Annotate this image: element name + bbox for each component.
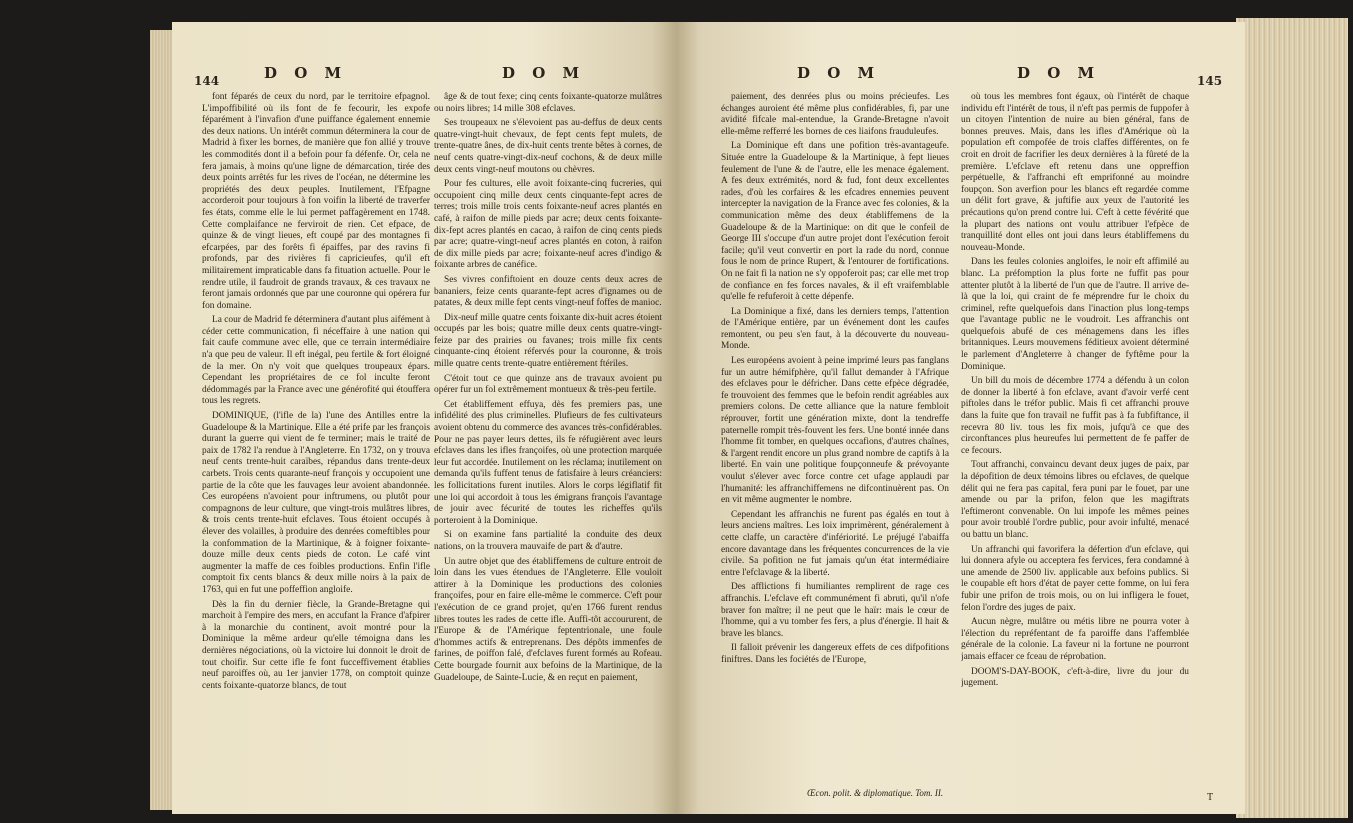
paragraph: âge & de tout fexe; cinq cents foixante-quatorze mulâtres ou noirs libres; 14 mille 308 efclaves. <box>434 92 662 114</box>
page-number-left: 144 <box>194 74 220 88</box>
paragraph: Cet établiffement effuya, dès fes premiers pas, une infidélité des plus criminelles. Plufieurs de fes cultivateurs avoient obtenu du commerce des avances très-confidérables. Pour ne pas payer leurs dettes, ils fe réfugièrent avec leurs efclaves dans les ifles françoifes, où une protection marquée leur fut accordée. Inutilement on les réclama; inutilement on demanda qu'ils fuffent tenus de fatisfaire à leurs créanciers: les follicitations furent inutiles. Alors le corps légiflatif fit une loi qui accordoit à tous les émigrans françois l'avantage de jouir avec fécurité de toutes les richeffes qu'ils porteroient à la Dominique. <box>434 399 662 526</box>
paragraph: Un autre objet que des établiffemens de culture entroit de loin dans les vues étendues de l'Angleterre. Elle vouloit attirer à la Dominique les productions des colonies françoifes, pour en faire elle-même le commerce. C'eft pour l'exécution de ce grand projet, qu'en 1766 furent rendus libres toutes les rades de cette ifle. Auffi-tôt accoururent, de l'Europe & de l'Amérique feptentrionale, une foule d'hommes actifs & entreprenans. Des dépôts immenfes de farines, de poiffon falé, d'efclaves furent formés au Rofeau. Cette bourgade fournit aux befoins de la Martinique, de la Guadeloupe, de Sainte-Lucie, & en reçut en paiement, <box>434 556 662 683</box>
paragraph: Il falloit prévenir les dangereux effets de ces difpofitions finiftres. Dans les fociétés de l'Europe, <box>721 643 949 665</box>
paragraph: Dès la fin du dernier fiècle, la Grande-Bretagne qui marchoit à l'empire des mers, en accufant la France d'afpirer à la monarchie du continent, avoit montré pour la Dominique la même ardeur qu'elle témoigna dans les dernières négociations, où la victoire lui donnoit le droit de tout choifir. Sur cette ifle fe font fucceffivement établies neuf paroiffes où, au 1er janvier 1778, on comptoit quinze cents foixante-quatorze blancs, de tout <box>202 599 430 691</box>
paragraph: DOMINIQUE, (l'ifle de la) l'une des Antilles entre la Guadeloupe & la Martinique. Elle a été prife par les françois durant la guerre qui vient de fe terminer; mais le traité de paix de 1782 l'a rendue à l'Angleterre. En 1732, on y trouva neuf cents trente-huit caraïbes, répandus dans trente-deux carbets. Trois cents quarante-neuf françois y occupoient une partie de la côte que les fauvages leur avoient abandonnée. Ces européens n'avoient pour inftrumens, ou plutôt pour compagnons de leur culture, que vingt-trois mulâtres libres, & trois cents trente-huit efclaves. Tous étoient occupés à élever des volailles, à produire des denrées comeftibles pour la confommation de la Martinique, & à foigner foixante-douze mille deux cents pieds de coton. Le café vint augmenter la maffe de ces foibles productions. Enfin l'ifle comptoit fix cents blancs & deux mille noirs à la paix de 1763, qui en fut une poffeffion angloife. <box>202 411 430 595</box>
paragraph: Des afflictions fi humiliantes remplirent de rage ces affranchis. L'efclave eft communément fi abruti, qu'il n'ofe braver fon maître; il ne peut que le haïr: mais le cœur de l'homme, qui a vu tomber fes fers, a plus d'énergie. Il hait & brave les blancs. <box>721 582 949 639</box>
paragraph: Ses vivres confiftoient en douze cents deux acres de bananiers, feize cents quarante-fept acres d'ignames ou de patates, & deux mille fept cents vingt-neuf foffes de manioc. <box>434 274 662 309</box>
paragraph: paiement, des denrées plus ou moins précieufes. Les échanges auroient été même plus confidérables, fi, par une avidité fifcale mal-entendue, la Grande-Bretagne n'avoit elle-même refferré les bornes de ces liaifons frauduleufes. <box>721 92 949 137</box>
page-number-right: 145 <box>1197 74 1223 88</box>
left-page <box>172 22 677 814</box>
paragraph: Dix-neuf mille quatre cents foixante dix-huit acres étoient occupés par les bois; quatre mille deux cents quatre-vingt-feize par des prairies ou favanes; trois mille fix cents cinquante-cinq étoient réfervés pour la couronne, & trois mille quatre cents trente-quatre entièrement ftériles. <box>434 312 662 370</box>
page-footer-imprint: Œcon. polit. & diplomatique. Tom. II. <box>807 788 944 798</box>
paragraph: où tous les membres font égaux, où l'intérêt de chaque individu eft l'intérêt de tous, il n'eft pas permis de fuppofer à un citoyen l'intention de nuire au bien général, fans de bonnes preuves. Mais, dans les ifles d'Amérique où la population eft compofée de trois claffes différentes, on fe croit en droit de facrifier les deux dernières à la fûreté de la première. L'efclave eft retenu dans une oppreffion perpétuelle, & l'affranchi eft emprifonné au moindre foupçon. Son averfion pour les blancs eft regardée comme un délit fort grave, & juftifie aux yeux de l'autorité les précautions qu'on prend contre lui. C'eft à cette févérité que la plupart des nations ont voulu attribuer l'efpèce de tranquillité dont elles ont joui dans leurs établiffemens du nouveau-Monde. <box>961 92 1189 253</box>
paragraph: Ses troupeaux ne s'élevoient pas au-deffus de deux cents quatre-vingt-huit chevaux, de fept cents fept mulets, de trente-quatre ânes, de dix-huit cents trente bêtes à cornes, de neuf cents quatre-vingt-dix-neuf cochons, & de deux mille deux cents vingt-neuf moutons ou chèvres. <box>434 118 662 175</box>
paragraph: DOOM'S-DAY-BOOK, c'eft-à-dire, livre du jour du jugement. <box>961 666 1189 689</box>
left-book-edge <box>150 30 174 810</box>
left-page-column-1 <box>202 92 430 814</box>
paragraph: La cour de Madrid fe déterminera d'autant plus aifément à céder cette communication, fi néceffaire à une nation qui fait caufe commune avec elle, que ce terrain intermédiaire n'a que peu de valeur. Il eft inégal, peu fertile & fort éloigné de la mer. On n'y voit que quelques troupeaux épars. Cependant les propriétaires de ce fol inculte feront dédommagés par la France avec une générofité qui étouffera tous les regrets. <box>202 315 430 407</box>
right-page <box>677 22 1245 814</box>
right-page-column-1 <box>721 92 949 782</box>
paragraph: Les européens avoient à peine imprimé leurs pas fanglans fur un autre hémifphère, qu'il fallut demander à l'Afrique des efclaves pour le défricher. Dans cette efpèce dégradée, fe trouvoient des femmes que le befoin rendit agréables aux premiers colons. De cette alliance que la nature fembloit réprouver, fortit une génération mixte, dont la tendreffe paternelle rompit très-fouvent les fers. Une bonté innée dans l'homme fit tomber, en quelques occafions, d'autres chaînes, & l'argent rendit encore un plus grand nombre de captifs à la liberté. En vain une politique foupçonneufe & prévoyante voulut s'élever avec force contre cet ufage applaudi par l'humanité: les affranchiffemens ne difcontinuèrent pas. On en vit même augmenter le nombre. <box>721 356 949 506</box>
right-book-edge <box>1236 18 1348 818</box>
paragraph: Dans les feules colonies angloifes, le noir eft affimilé au blanc. La préfomption la plus forte ne fuffit pas pour attenter plutôt à la liberté de l'un que de l'autre. Il arrive de-là que la loi, qui craint de fe méprendre fur le choix du criminel, refte quelquefois dans l'inaction plus long-temps que l'avantage public ne le voudroit. Les affranchis ont quelquefois abufé de ces ménagemens dans les ifles britanniques. Leurs mouvemens féditieux avoient déterminé le parlement d'Angleterre à changer de fyftême pour la Dominique. <box>961 257 1189 372</box>
paragraph: Tout affranchi, convaincu devant deux juges de paix, par la dépofition de deux témoins libres ou efclaves, de quelque délit qui ne fera pas capital, fera puni par le fouet, par une amende ou par la prifon, felon que les magiftrats l'eftimeront convenable. On lui impofe les mêmes peines pour avoir troublé l'ordre public, pour avoir infulté, menacé ou battu un blanc. <box>961 460 1189 540</box>
paragraph: La Dominique eft dans une pofition très-avantageufe. Située entre la Guadeloupe & la Martinique, à fept lieues feulement de l'une & de l'autre, elle les menace également. A fes deux extrémités, nord & fud, font deux excellentes rades, d'où les corfaires & les efcadres ennemies peuvent intercepter la navigation de la France avec fes colonies, & la communication même des deux établiffemens de la Guadeloupe & de la Martinique: on dit que le confeil de George III s'occupe d'un autre projet dont l'exécution feroit facile; qu'il veut convertir en port la rade du nord, connue fous le nom de prince Rupert, & l'entourer de fortifications. On ne fait fi la nation ne s'y oppoferoit pas; car elle met trop de confiance en fes forces navales, & il eft vraifemblable qu'elle fe refuferoit à cette dépenfe. <box>721 141 949 303</box>
paragraph: Un bill du mois de décembre 1774 a défendu à un colon de donner la liberté à fon efclave, avant d'avoir verfé cent piftoles dans le tréfor public. Mais fi cet affranchi prouve dans la fuite que fon travail ne fuffit pas à fa fubfiftance, il recevra 80 liv. tous les fix mois, jufqu'à ce que des circonftances plus heureufes lui permettent de fe paffer de ce fecours. <box>961 376 1189 456</box>
running-header-left-col2: D O M <box>502 64 586 82</box>
paragraph: Cependant les affranchis ne furent pas égalés en tout à leurs anciens maîtres. Les loix imprimèrent, généralement à cette claffe, un caractère d'infériorité. Le préjugé l'abaiffa encore davantage dans les fréquentes concurrences de la vie civile. Sa pofition ne fut jamais qu'un état intermédiaire entre l'efclavage & la liberté. <box>721 509 949 578</box>
running-header-right-col2: D O M <box>1017 64 1101 82</box>
signature-mark: T <box>1207 792 1214 803</box>
left-page-column-2 <box>434 92 662 814</box>
paragraph: C'étoit tout ce que quinze ans de travaux avoient pu opérer fur un fol extrêmement montueux & très-peu fertile. <box>434 373 662 396</box>
running-header-left-col1: D O M <box>264 64 348 82</box>
paragraph: font féparés de ceux du nord, par le territoire efpagnol. L'impoffibilité où ils font de fe fecourir, les expofe féparément à l'invafion d'une puiffance également ennemie des deux nations. Un intérêt commun déterminera la cour de Madrid à fixer les bornes, de manière que fon allié y trouve les commodités dont il a befoin pour fa défenfe. Or, cela ne fera jamais, à moins qu'une ligne de démarcation, tirée des deux points arrêtés fur les rives de l'océan, ne détermine les propriétés des deux peuples. Inutilement, l'Efpagne accorderoit pour toujours à fon voifin la liberté de traverfer fes états, comme elle le lui permet paffagèrement en 1748. Cette complaifance ne ferviroit de rien. Cet efpace, de quinze & de vingt lieues, eft coupé par des montagnes fi efcarpées, par des forêts fi épaiffes, par des ravins fi profonds, par des rivières fi capricieufes, qu'il eft militairement impraticable dans fa fituation actuelle. Pour le rendre utile, il faudroit de grands travaux, & ces travaux ne feront jamais ordonnés que par une couronne qui opérera fur fon domaine. <box>202 92 430 311</box>
paragraph: Aucun nègre, mulâtre ou métis libre ne pourra voter à l'élection du repréfentant de fa paroiffe dans l'affemblée générale de la colonie. La faveur ni la fortune ne pourront jamais effacer ce fceau de réprobation. <box>961 617 1189 662</box>
running-header-right-col1: D O M <box>797 64 881 82</box>
paragraph: Pour fes cultures, elle avoit foixante-cinq fucreries, qui occupoient cinq mille deux cents cinquante-fept acres de terres; trois mille trois cents foixante-neuf acres plantés en café, à raifon de mille pieds par acre; deux cents foixante-dix-fept acres plantés en cacao, à raifon de cinq cents pieds par acre; quatre-vingt-neuf acres plantés en coton, à raifon de dix mille pieds par acre; foixante-neuf acres d'indigo & foixante arbres de canéfice. <box>434 179 662 271</box>
paragraph: Un affranchi qui favorifera la défertion d'un efclave, qui lui donnera afyle ou acceptera fes fervices, fera condamné à une amende de 2500 liv. applicable aux befoins publics. Si le coupable eft hors d'état de payer cette fomme, on lui fera fubir une prifon de trois mois, ou on lui infligera le fouet, felon l'ordre des juges de paix. <box>961 544 1189 613</box>
right-page-column-2 <box>961 92 1189 782</box>
paragraph: Si on examine fans partialité la conduite des deux nations, on la trouvera mauvaife de part & d'autre. <box>434 530 662 552</box>
paragraph: La Dominique a fixé, dans les derniers temps, l'attention de l'Amérique entière, par un événement dont les caufes remontent, ou peu s'en faut, à la découverte du nouveau-Monde. <box>721 306 949 352</box>
